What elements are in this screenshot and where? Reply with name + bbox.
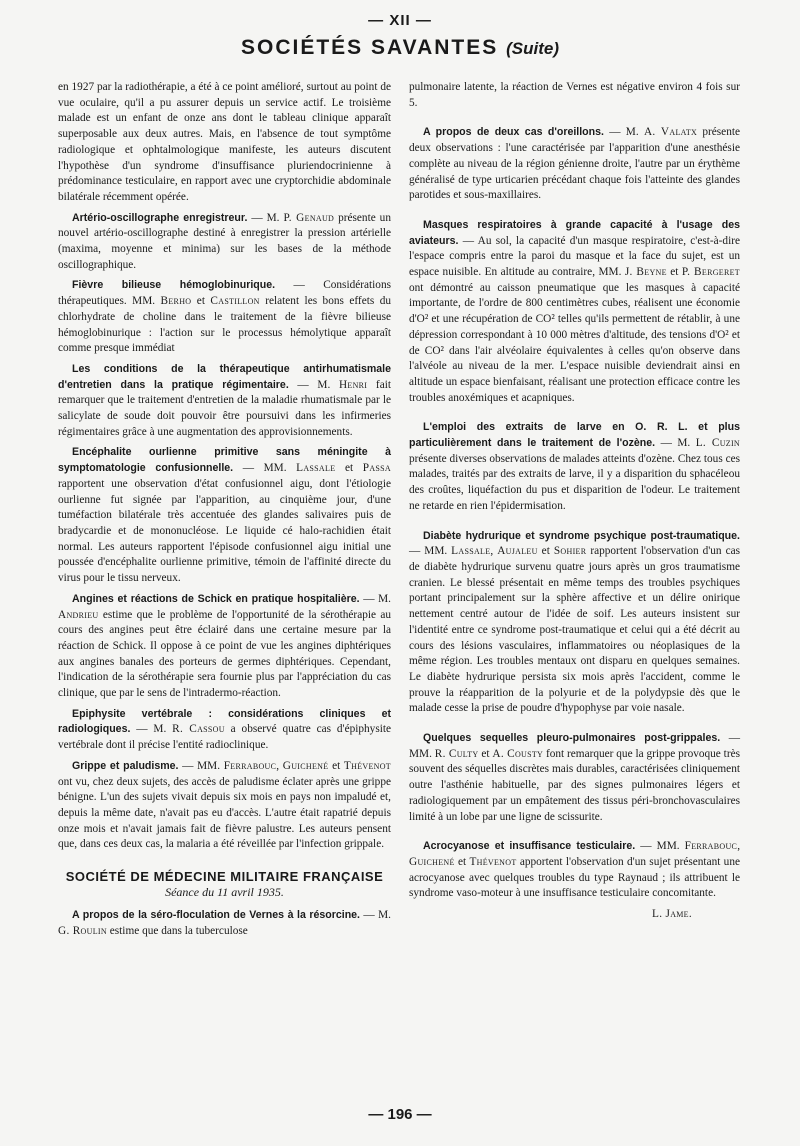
author-name: A. Cousty [492,747,544,760]
article-title: L'emploi des extraits de larve en O. R. L. et plus particulièrement dans le traitement de l'ozène. [409,421,740,450]
article-grippe-paludisme: Grippe et paludisme. — MM. Ferrabouc, Guichené et Thévenot ont vu, chez deux sujets, des accès de paludisme éclater après une grippe bénigne. L'un des sujets vivait depuis six mois en pays non impaludé et, depuis la même date, n'avait pas eu d'accès. L'autre était rapatrié depuis onze mois et n'avait jamais fait de fièvre palustre. Les auteurs pensent que, dans ces deux cas, la malaria a été réveillée par l'infection grippale. [58,759,391,851]
author-name: P. Bergeret [681,266,740,279]
author-name: P. Genaud [283,211,335,224]
author-name: Lassale [296,462,336,475]
article-epiphysite-vertebrale: Epiphysite vertébrale : considérations cliniques et radiologiques. — M. R. Cassou a observé quatre cas d'épiphysite vertébrale dont il précise l'entité radioclinique. [58,707,392,752]
author-name: Henri [338,378,368,391]
article-encephalite-ourlienne: Encéphalite ourlienne primitive sans méningite à symptomatologie confusionnelle. — MM. Lassale et Passa rapportent une observation d'état confusionnel aigu, dont l'étiologie ourlienne fut signée par l'apparition, au cinquième jour, d'une tuméfaction bilatérale très accentuée des glandes salivaires puis de bradycardie et de mononucléose. Le liquide cé halo-rachidien était normal. Les auteurs rapportent l'épisode confusionnel aigu initial une poussée d'encéphalite ourlienne primitive, témoin de l'affinité directe du virus pour le tissu nerveux. [58,446,391,585]
article-acrocyanose: Acrocyanose et insuffisance testiculaire. — MM. Ferrabouc, Guichené et Thévenot apportent l'observation d'un sujet présentant une acrocyanose avec quelques troubles du type Raynaud ; ils attribuent le syndrome vaso-moteur à une insuffisance testiculaire concomitante. [409,840,741,900]
article-title: Artério-oscillographe enregistreur. [72,211,248,224]
article-antirhumatismale: Les conditions de la thérapeutique antirhumatismale d'entretien dans la pratique régimentaire. — M. Henri fait remarquer que le traitement d'entretien de la maladie rhumatismale par le salicylate de soude doit pouvoir être poursuivi dans les infirmeries régimentaires grâce à une augmentation des approvisionnements. [58,362,391,438]
article-sero-floculation: A propos de la séro-floculation de Vernes à la résorcine. — M. G. Roulin estime que dans la tuberculose [58,909,391,938]
session-date: Séance du 11 avril 1935. [165,884,284,899]
author-name: Lassale [451,545,491,558]
author-name: Thévenot [469,855,517,868]
article-sequelles-pleuro-pulmonaires: Quelques sequelles pleuro-pulmonaires post-grippales. — MM. R. Culty et A. Cousty font remarquer que la grippe provoque très souvent des séquelles discrètes mais durables, caractérisées cliniquement outre l'asthénie habituelle, par des signes pulmonaires légers et radiologiquement par un empâtement des tissus péri-bronchovasculaires limité à un lobe par une ligne de scissurite. [409,732,740,823]
article-extraits-larve: L'emploi des extraits de larve en O. R. L. et plus particulièrement dans le traitement de l'ozène. — M. L. Cuzin présente diverses observations de malades atteints d'ozène. Chez tous ces malades, traités par des extraits de larve, il y a disparition du sphacéleou des croûtes, liquéfaction du pus et disparition de l'odeur. Le traitement ne retarde en rien l'épidermisation. [409,421,740,512]
article-title: A propos de deux cas d'oreillons. [423,126,604,139]
author-name: R. Cassou [172,723,225,736]
author-name: Sohier [553,545,587,558]
article-title: Masques respiratoires à grande capacité à l'usage des aviateurs. [409,218,740,247]
continuation-paragraph: en 1927 par la radiothérapie, a été à ce point amélioré, surtout au point de vue oculaire, qu'il a pu assurer depuis un service actif. Le troisième malade est un enfant de onze ans dont le tableau clinique apparaît superposable aux deux autres. Mais, en l'absence de tout symptôme radiologique et ophtalmologique manifeste, les auteurs discutent l'hypothèse d'un syndrome d'insuffisance pluriendocrinienne à prédominance testiculaire, en rapport avec une cryptorchidie abdominale bilatérale récemment opérée. [58,81,391,203]
author-name: G. Roulin [58,925,107,938]
page-number-footer: — 196 — [368,1106,432,1123]
author-name: Guichené [409,855,455,868]
right-column [409,80,740,923]
author-name: R. Culty [434,747,479,760]
article-title: Epiphysite vertébrale : considérations cliniques et radiologiques. [58,707,391,736]
author-name: Guichené [282,759,329,772]
author-name: Ferrabouc [684,840,738,853]
article-oreillons: A propos de deux cas d'oreillons. — M. A. Valatx présente deux observations : l'une caractérisée par l'apparition d'une anesthésie complète au niveau de la région génienne droite, l'autre par un érythème généralisé de type urticarien précédant chaque fois l'atteinte des glandes parotides et sous-maxillaires. [409,126,741,202]
section-heading: SOCIÉTÉ DE MÉDECINE MILITAIRE FRANÇAISE [65,869,384,885]
continuation-paragraph: pulmonaire latente, la réaction de Vernes est négative environ 4 fois sur 5. [409,81,740,109]
author-name: L. Cuzin [695,437,740,450]
article-masques-respiratoires: Masques respiratoires à grande capacité à l'usage des aviateurs. — Au sol, la capacité d'un masque respiratoire, c'est-à-dire l'espace compris entre la paroi du masque et la face du sujet, est un espace nuisible. En altitude au contraire, MM. J. Beyne et P. Bergeret ont démontré au caisson pneumatique que les masques à capacité importante, de l'ordre de 800 centimètres cubes, réalisent une économie d'O² et une récupération de CO² telles qu'ils permettent de rétablir, à une dépression correspondant à 10 000 mètres d'altitude, des tensions d'O² et de CO² dans l'air alvéolaire équivalentes à celles qu'on observe dans l'alvéole au niveau de la mer. L'espace nuisible deviendrait ainsi en altitude un espace bienfaisant, réalisant une protection efficace contre les troubles anoxémiques et acapniques. [409,218,740,404]
author-name: Berho [160,295,192,308]
page-title [0,36,800,60]
article-title: Acrocyanose et insuffisance testiculaire. [423,840,636,853]
page-title-main: SOCIÉTÉS SAVANTES [241,36,499,59]
author-name: Ferrabouc [223,759,277,772]
page-title-suffix: (Suite) [506,39,559,58]
author-name: Thévenot [343,759,391,772]
article-title: Angines et réactions de Schick en pratique hospitalière. [72,592,360,605]
article-title: Quelques sequelles pleuro-pulmonaires post-grippales. [423,732,721,745]
author-name: Castillon [210,295,260,308]
article-angines-schick: Angines et réactions de Schick en pratique hospitalière. — M. Andrieu estime que le problème de l'opportunité de la sérothérapie au cours des angines peut être éclairé dans une certaine mesure par la réaction de Schick. Il oppose à ce point de vue les angines diphtériques aux angines banales des porteurs de germes diphtériques. Cependant, l'indication de la sérothérapie sera fournie plus par l'appréciation du cas clinique, que par le sens de l'intradermo-réaction. [58,592,391,700]
article-diabete-hydrurique: Diabète hydrurique et syndrome psychique post-traumatique.— MM. Lassale, Aujaleu et Sohier rapportent l'observation d'un cas de diabète hydrurique survenu quatre jours après un gros traumatisme cranien. Le blessé présentait en même temps des troubles psychiques portant principalement sur la sphère affective et un délire onirique nettement centré autour de l'idée de soif. Les auteurs insistent sur l'identité entre ce syndrome post-traumatique et celui qui a été décrit au cours des lésions vasculaires, inflammatoires ou néoplasiques de la même région. Les troubles mentaux ont disparu en quelques semaines. Le diabète hydrurique persista six mois après l'accident, comme le prouve la réapparition de la polyurie et de la polydypsie dès que le malade cesse la prise de poudre d'hypophyse par voie nasale. [409,529,740,715]
article-title: Encéphalite ourlienne primitive sans méningite à symptomatologie confusionnelle. [58,446,391,475]
article-title: A propos de la séro-floculation de Vernes à la résorcine. [72,909,360,922]
roman-page-number: — XII — [368,12,432,29]
article-title: Les conditions de la thérapeutique antirhumatismale d'entretien dans la pratique régimentaire. [58,362,391,391]
author-name: J. Beyne [624,266,667,279]
article-title: Fièvre bilieuse hémoglobinurique. [72,279,276,292]
left-column [58,80,391,945]
article-title: Diabète hydrurique et syndrome psychique post-traumatique. [423,529,740,542]
article-title: Grippe et paludisme. [72,759,179,772]
author-name: A. Valatx [643,126,698,139]
author-name: Andrieu [58,608,99,621]
author-name: Passa [362,462,391,475]
signature: L. Jame. [652,908,692,921]
article-arterio-oscillographe: Artério-oscillographe enregistreur. — M. P. Genaud présente un nouvel artério-oscillographe destiné à enregistrer la pression artérielle (maxima, moyenne et minima) sur les bases de la méthode oscillographique. [58,211,391,271]
article-fievre-bilieuse: Fièvre bilieuse hémoglobinurique. — Considérations thérapeutiques. MM. Berho et Castillon relatent les bons effets du chlorhydrate de choline dans le traitement de la fièvre bilieuse hémoglobinurique : l'action sur le processus hémolytique apparaît comme presque immédiat [58,279,391,355]
author-name: Aujaleu [497,545,538,558]
